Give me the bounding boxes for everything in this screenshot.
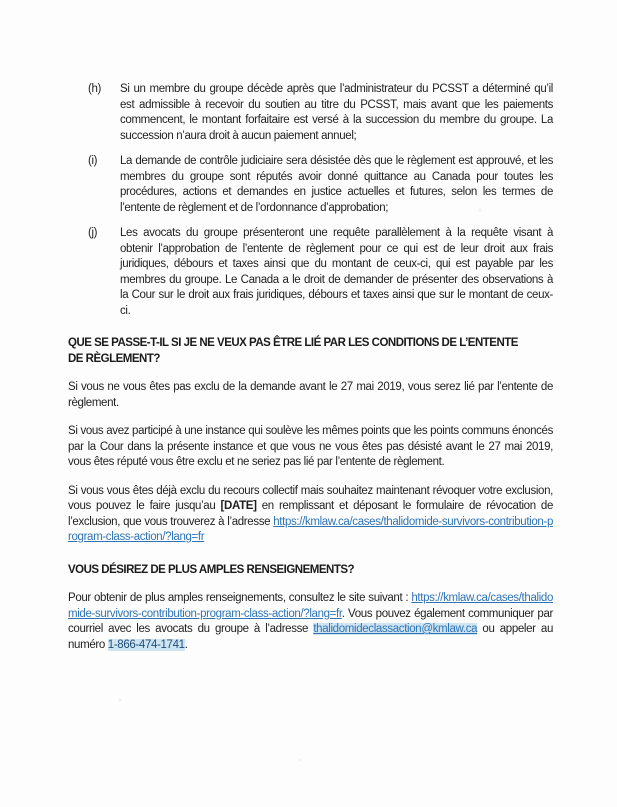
paragraph-revoke-exclusion bbox=[68, 484, 553, 546]
paragraph-other-proceeding: Si vous avez participé à une instance qui soulève les mêmes points que les points communs énoncés par la Cour dans la présente instance et que vous ne vous êtes pas désisté avant le 27 mai 2019, vous êtes réputé vous être exclu et ne seriez pas lié par l’entente de règlement. bbox=[68, 425, 553, 468]
revoke-text-before-date: Si vous vous êtes déjà exclu du recours collectif mais souhaitez maintenant révoquer votre exclusion, vous pouvez le faire jusqu’au bbox=[68, 484, 553, 512]
legal-clause-j bbox=[68, 226, 553, 319]
phone-number[interactable]: 1-866-474-1741 bbox=[107, 638, 185, 651]
legal-clause-list bbox=[68, 82, 553, 319]
legal-clause-i bbox=[68, 154, 553, 216]
clause-text: La demande de contrôle judiciaire sera désistée dès que le règlement est approuvé, et les membres du groupe sont réputés avoir donné quittance au Canada pour toutes les procédures, actions et demandes en justice actuelles et futures, selon les termes de l’entente de règlement et de l’ordonnance d’approbation; bbox=[120, 155, 553, 214]
email-link[interactable]: thalidomideclassaction@kmlaw.ca bbox=[313, 623, 478, 635]
revoke-text-after-date: en remplissant et déposant le formulaire de révocation de l’exclusion, que vous trouverez à l’adresse bbox=[68, 500, 553, 528]
paragraph-exclusion-deadline: Si vous ne vous êtes pas exclu de la demande avant le 27 mai 2019, vous serez lié par l’entente de règlement. bbox=[68, 381, 553, 409]
clause-text: Les avocats du groupe présenteront une requête parallèlement à la requête visant à obtenir l’approbation de l’entente de règlement pour ce qui est de leur droit aux frais juridiques, débours et taxes ainsi que du montant de ceux-ci, qui est payable par les membres du groupe. Le Canada a le droit de demander de présenter des observations à la Cour sur le droit aux frais juridiques, débours et taxes ainsi que sur le montant de ceux-ci. bbox=[120, 227, 553, 317]
date-placeholder: [DATE] bbox=[220, 500, 257, 512]
clause-text: Si un membre du groupe décède après que l’administrateur du PCSST a déterminé qu’il est admissible à recevoir du soutien au titre du PCSST, mais avant que les paiements commencent, le montant forfaitaire est versé à la succession du membre du groupe. La succession n’aura droit à aucun paiement annuel; bbox=[120, 83, 553, 142]
clause-label: (h) bbox=[88, 83, 102, 95]
contact-intro-text: Pour obtenir de plus amples renseignements, consultez le site suivant : bbox=[68, 592, 412, 604]
paragraph-contact-info bbox=[68, 591, 553, 653]
legal-clause-h bbox=[68, 82, 553, 144]
contact-middle-text: ou appeler au numéro bbox=[68, 623, 553, 651]
clause-label: (j) bbox=[88, 227, 98, 239]
contact-end-text: . bbox=[184, 638, 188, 651]
clause-label: (i) bbox=[88, 155, 98, 167]
contact-after-link-text: . Vous pouvez également communiquer par courriel avec les avocats du groupe à l’adresse bbox=[68, 607, 553, 635]
revocation-form-link[interactable]: https://kmlaw.ca/cases/thalidomide-survivors-contribution-program-class-action/?lang=fr bbox=[68, 515, 553, 543]
info-site-link[interactable]: https://kmlaw.ca/cases/thalidomide-survivors-contribution-program-class-action/?lang=fr bbox=[68, 592, 553, 620]
heading-settlement-conditions: QUE SE PASSE-T-IL SI JE NE VEUX PAS ÊTRE LIÉ PAR LES CONDITIONS DE L’ENTENTE DE RÈGLEMENT? bbox=[68, 337, 518, 365]
heading-more-information: VOUS DÉSIREZ DE PLUS AMPLES RENSEIGNEMENTS? bbox=[68, 563, 355, 576]
